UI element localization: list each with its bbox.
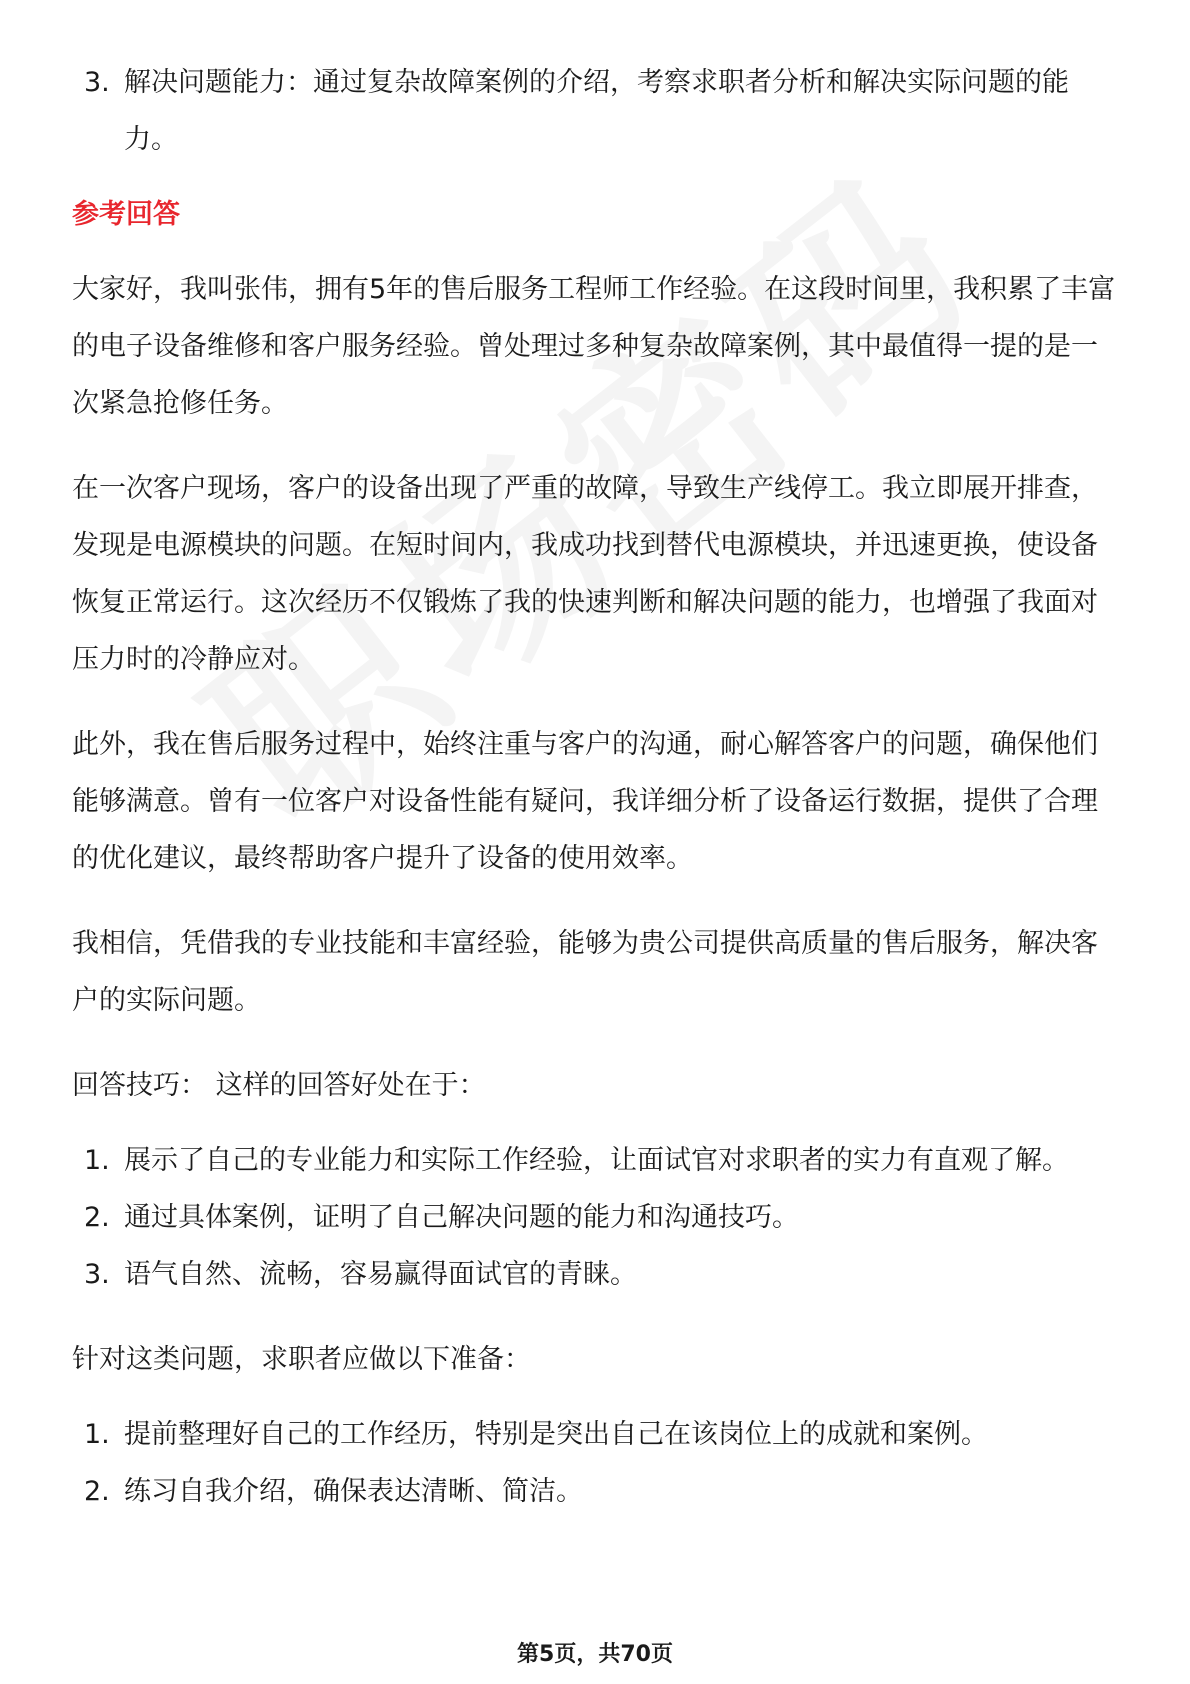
list-number: 3. <box>84 67 110 98</box>
list-item <box>72 1132 1122 1189</box>
list-text: 练习自我介绍，确保表达清晰、简洁。 <box>124 1476 583 1507</box>
paragraph: 我相信，凭借我的专业技能和丰富经验，能够为贵公司提供高质量的售后服务，解决客户的实际问题。 <box>72 928 1098 1016</box>
list-item <box>72 1406 1122 1463</box>
tips-intro: 回答技巧： 这样的回答好处在于： <box>72 1070 486 1101</box>
list-number: 2. <box>84 1202 110 1233</box>
document-body <box>72 54 1122 1520</box>
answer-heading: 参考回答 <box>72 199 180 230</box>
prep-intro: 针对这类问题，求职者应做以下准备： <box>72 1344 531 1375</box>
list-text: 解决问题能力：通过复杂故障案例的介绍，考察求职者分析和解决实际问题的能力。 <box>124 67 1069 155</box>
tips-list <box>72 1132 1122 1303</box>
page-footer: 第5页，共70页 <box>517 1642 673 1667</box>
paragraph: 大家好，我叫张伟，拥有5年的售后服务工程师工作经验。在这段时间里，我积累了丰富的电子设备维修和客户服务经验。曾处理过多种复杂故障案例，其中最值得一提的是一次紧急抢修任务。 <box>72 274 1116 419</box>
list-item <box>72 1463 1122 1520</box>
list-text: 提前整理好自己的工作经历，特别是突出自己在该岗位上的成就和案例。 <box>124 1419 988 1450</box>
list-number: 2. <box>84 1476 110 1507</box>
intro-list <box>72 54 1122 168</box>
list-text: 语气自然、流畅，容易赢得面试官的青睐。 <box>124 1259 637 1290</box>
list-text: 展示了自己的专业能力和实际工作经验，让面试官对求职者的实力有直观了解。 <box>124 1145 1069 1176</box>
prep-list <box>72 1406 1122 1520</box>
list-item <box>72 1189 1122 1246</box>
paragraph: 在一次客户现场，客户的设备出现了严重的故障，导致生产线停工。我立即展开排查，发现是电源模块的问题。在短时间内，我成功找到替代电源模块，并迅速更换，使设备恢复正常运行。这次经历不仅锻炼了我的快速判断和解决问题的能力，也增强了我面对压力时的冷静应对。 <box>72 473 1098 675</box>
list-number: 1. <box>84 1145 110 1176</box>
list-item <box>72 54 1122 168</box>
list-number: 3. <box>84 1259 110 1290</box>
list-text: 通过具体案例，证明了自己解决问题的能力和沟通技巧。 <box>124 1202 799 1233</box>
paragraph: 此外，我在售后服务过程中，始终注重与客户的沟通，耐心解答客户的问题，确保他们能够满意。曾有一位客户对设备性能有疑问，我详细分析了设备运行数据，提供了合理的优化建议，最终帮助客户提升了设备的使用效率。 <box>72 729 1098 874</box>
list-item <box>72 1246 1122 1303</box>
list-number: 1. <box>84 1419 110 1450</box>
